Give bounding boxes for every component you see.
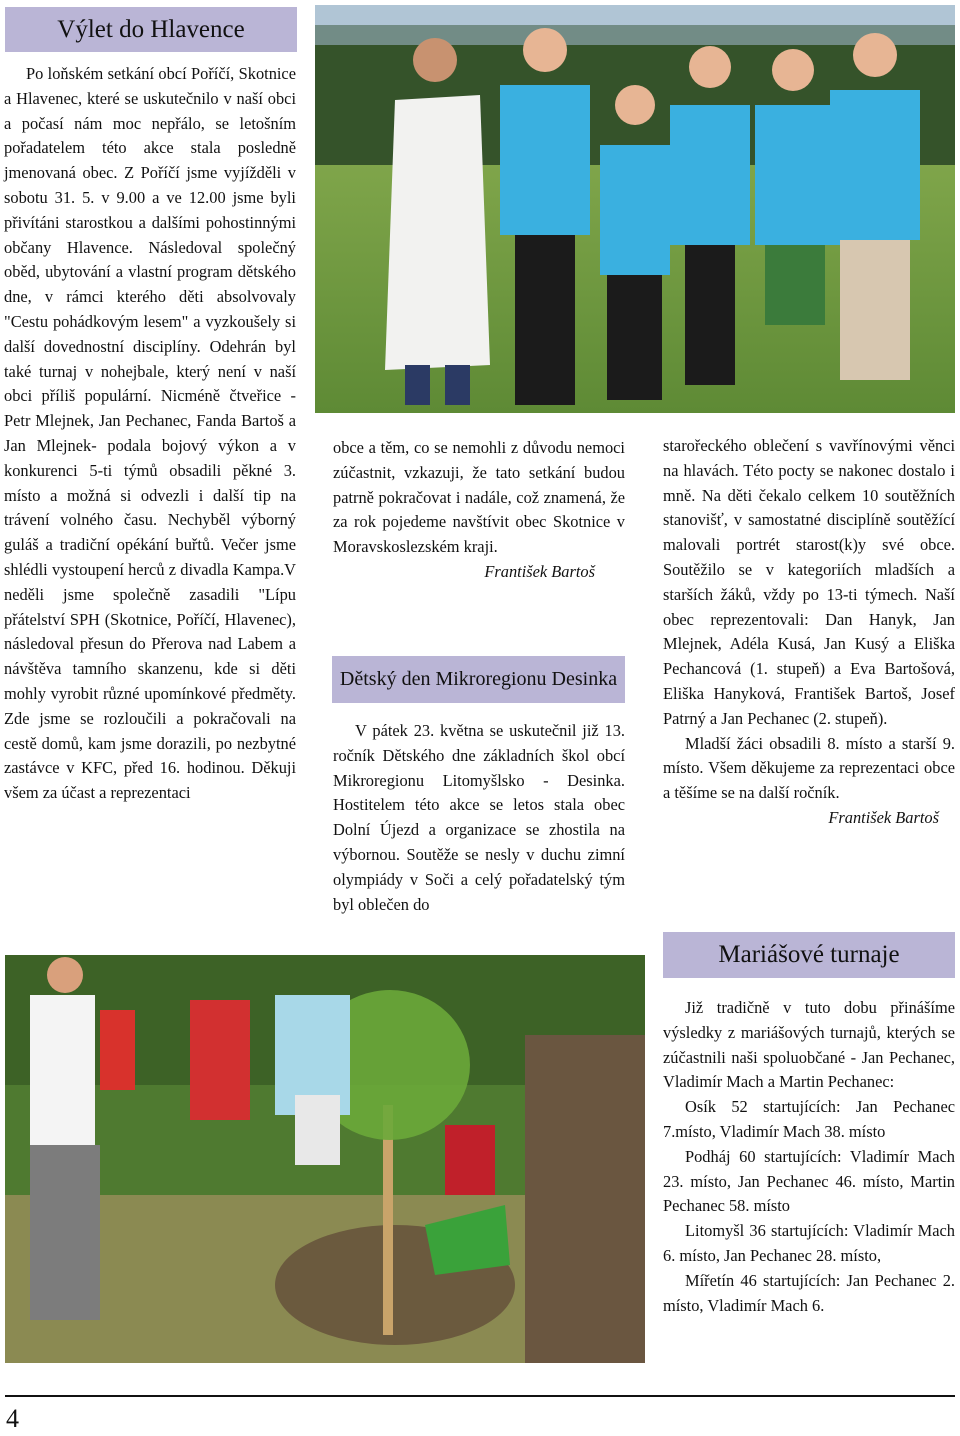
paragraph: Podháj 60 startujících: Vladimír Mach 23. místo, Jan Pechanec 46. místo, Martin Pechanec 58. místo — [663, 1146, 955, 1216]
photo-image — [5, 955, 645, 1363]
paragraph: starořeckého oblečení s vavřínovými věnci na hlavách. Této pocty se nakonec dostalo i mně. Na děti čekalo celkem 10 soutěžních stanovišť, v samostatné disciplíně soutěžící malovali portrét starost(k)y své obce. Soutěžilo se v kategoriích mladších a starších žáků, vždy po 13-ti týmech. Naší obec reprezentovali: Dan Hanyk, Jan Mlejnek, Adéla Kusá, Jan Kusý a Eliška Pechancová (1. stupeň) a Eva Bartošová, Eliška Hanyková, František Bartoš, Josef Patrný a Jan Pechanec (2. stupeň). — [663, 436, 955, 728]
footer-rule — [5, 1395, 955, 1397]
paragraph: Po loňském setkání obcí Poříčí, Skotnice a Hlavenec, které se uskutečnilo v naší obci a počasí nám moc nepřálo, se letošním pořadatelem této akce stala posledně jmenovaná obec. Z Poříčí jsme vyjížděli v sobotu 31. 5. v 9.00 a ve 12.00 jsme byli přivítáni starostkou a dalšími pohostinnými občany Hlavence. Následoval společný oběd, ubytování a vlastní program dětského dne, v rámci kterého děti absolvovaly "Cestu pohádkovým lesem" a vyzkoušely si další dovednostní disciplíny. Odehrán byl také turnaj v nohejbale, který není v naší obci příliš populární. Nicméně čtveřice - Petr Mlejnek, Jan Pechanec, Fanda Bartoš a Jan Mlejnek- podala bojový výkon a v konkurenci 5-ti týmů obsadili pěkné 3. místo a možná si odvezli i další tip na trávení volného času. Nechyběl výborný guláš a tradiční opékání buřtů. Večer jsme shlédli vystoupení herců z divadla Kampa.V neděli jsme společně zasadili "Lípu přátelství SPH (Skotnice, Poříčí, Hlavenec), následoval přesun do Přerova nad Labem a návštěva tamního skanzenu, kde si děti mohly vyrobit různé upomínkové předměty. Zde jsme se rozloučili a pokračovali na cestě domů, kam jsme dorazili, po nezbytné zastávce v KFC, před 16. hodinou. Děkuji všem za účast a reprezentaci — [4, 64, 296, 803]
article-detsky-den-continuation — [663, 434, 955, 831]
article-title-text: Dětský den Mikroregionu Desinka — [339, 668, 618, 690]
paragraph: obce a těm, co se nemohli z důvodu nemoci zúčastnit, vzkazuji, že tato setkání budou patrně pokračovat i nadále, což znamená, že za rok pojedeme navštívit obec Skotnice v Moravskoslezském kraji. — [333, 438, 625, 557]
photo-tree-planting — [5, 955, 645, 1363]
photo-group-children — [315, 5, 955, 413]
article-title-vylet — [5, 7, 297, 52]
article-vylet-continuation — [333, 436, 625, 585]
photo-image — [315, 5, 955, 413]
article-title-detsky-den — [332, 656, 625, 703]
signature: František Bartoš — [828, 807, 939, 827]
signature: František Bartoš — [484, 561, 595, 581]
article-mariasove-body — [663, 996, 955, 1318]
article-detsky-den-body — [333, 719, 625, 917]
article-title-text: Mariášové turnaje — [718, 941, 900, 968]
paragraph: Mladší žáci obsadili 8. místo a starší 9. místo. Všem děkujeme za reprezentaci obce a těšíme se na další ročník. — [663, 733, 955, 803]
paragraph: Litomyšl 36 startujících: Vladimír Mach 6. místo, Jan Pechanec 28. místo, — [663, 1221, 955, 1265]
paragraph: Již tradičně v tuto dobu přinášíme výsledky z mariášových turnajů, kterých se zúčastnili naši spoluobčané - Jan Pechanec, Vladimír Mach a Martin Pechanec: — [663, 998, 955, 1092]
article-title-mariasove — [663, 932, 955, 978]
paragraph: Mířetín 46 startujících: Jan Pechanec 2. místo, Vladimír Mach 6. — [663, 1270, 955, 1315]
paragraph: V pátek 23. května se uskutečnil již 13. ročník Dětského dne základních škol obcí Mikroregionu Litomyšlsko - Desinka. Hostitelem této akce se letos stala obec Dolní Újezd a organizace se zhostila na výbornou. Soutěže se nesly v duchu zimní olympiády v Soči a celý pořadatelský tým byl oblečen do — [333, 721, 625, 914]
article-title-text: Výlet do Hlavence — [57, 15, 245, 43]
article-vylet-body — [4, 62, 296, 806]
paragraph: Osík 52 startujících: Jan Pechanec 7.místo, Vladimír Mach 38. místo — [663, 1097, 955, 1141]
page-number: 4 — [6, 1404, 19, 1433]
